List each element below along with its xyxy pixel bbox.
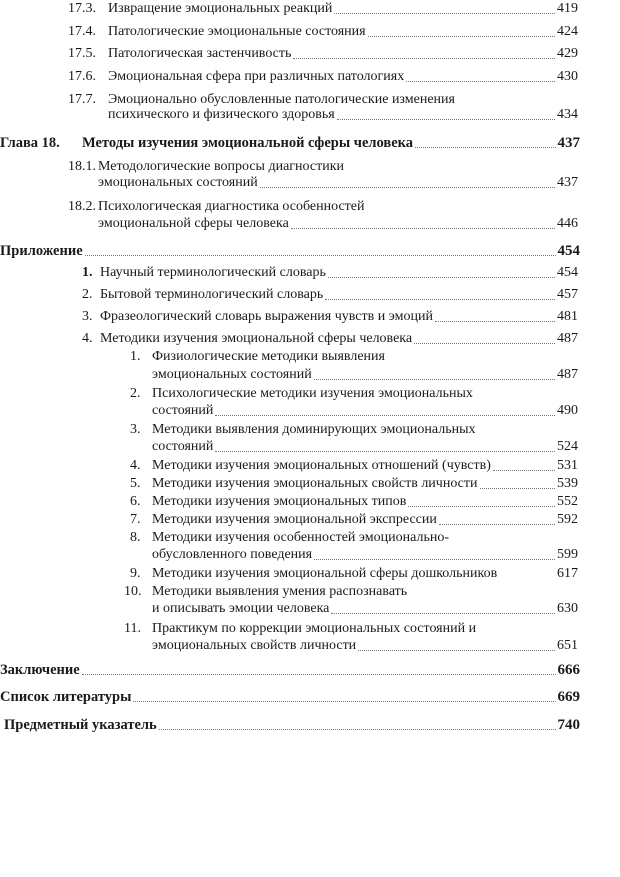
leader-dots [408, 506, 555, 507]
leader-dots [493, 470, 555, 471]
method-title: Методики выявления умения распознавать [152, 584, 408, 599]
page-number: 457 [557, 287, 578, 302]
toc-method-8-line1[interactable] [130, 529, 449, 547]
toc-appendix-item-1[interactable] [82, 264, 578, 282]
page-number: 430 [557, 69, 578, 84]
leader-dots [337, 119, 555, 120]
toc-method-1-line1[interactable] [130, 348, 385, 366]
page-number: 454 [557, 265, 578, 280]
method-title-cont: обусловленного поведения [152, 547, 313, 562]
page-number: 487 [557, 331, 578, 346]
item-title: Научный терминологический словарь [100, 265, 326, 280]
page-number: 531 [557, 458, 578, 473]
leader-dots [314, 559, 555, 560]
page-number: 437 [557, 175, 578, 190]
toc-method-3-line2[interactable] [152, 438, 578, 456]
toc-subject-index[interactable] [4, 716, 580, 734]
page-number: 490 [557, 403, 578, 418]
leader-dots [159, 729, 556, 730]
section-number: 17.5. [68, 46, 96, 61]
method-number: 9. [130, 566, 141, 581]
toc-method-11-line2[interactable] [152, 637, 578, 655]
toc-appendix-item-3[interactable] [82, 308, 578, 326]
page-number: 552 [557, 494, 578, 509]
page-number: 740 [557, 717, 580, 733]
method-number: 10. [124, 584, 142, 599]
leader-dots [133, 701, 555, 702]
leader-dots [82, 674, 556, 675]
method-title: Методики изучения эмоциональной сферы дошкольников [152, 566, 498, 581]
method-number: 3. [130, 422, 141, 437]
page-number: 592 [557, 512, 578, 527]
page-number: 487 [557, 367, 578, 382]
leader-dots [85, 255, 556, 256]
method-number: 5. [130, 476, 141, 491]
page-number: 437 [557, 135, 580, 151]
section-title: Патологические эмоциональные состояния [108, 24, 366, 39]
chapter-label: Глава 18. [0, 135, 60, 151]
section-number: 17.4. [68, 24, 96, 39]
page-number: 424 [557, 24, 578, 39]
page-number: 429 [557, 46, 578, 61]
method-number: 11. [124, 621, 141, 636]
page-number: 651 [557, 638, 578, 653]
section-title-cont: эмоциональных состояний [98, 175, 258, 190]
leader-dots [325, 299, 555, 300]
leader-dots [368, 36, 555, 37]
page-number: 669 [557, 689, 580, 705]
section-number: 17.6. [68, 69, 96, 84]
leader-dots [328, 277, 555, 278]
item-title: Методики изучения эмоциональной сферы человека [100, 331, 413, 346]
toc-appendix[interactable] [0, 242, 580, 260]
toc-method-6[interactable] [130, 493, 578, 511]
appendix-title: Приложение [0, 243, 83, 259]
toc-entry-17-4[interactable] [68, 23, 578, 41]
page-number: 454 [557, 243, 580, 259]
toc-bibliography[interactable] [0, 688, 580, 706]
page-number: 599 [557, 547, 578, 562]
item-number: 4. [82, 331, 93, 346]
toc-entry-17-7-line2[interactable] [108, 106, 578, 124]
leader-dots [215, 415, 555, 416]
method-number: 8. [130, 530, 141, 545]
page-number: 539 [557, 476, 578, 491]
page-number: 524 [557, 439, 578, 454]
page-number: 481 [557, 309, 578, 324]
method-title: Методики изучения эмоциональной экспрессии [152, 512, 437, 527]
section-title: Эмоциональная сфера при различных патологиях [108, 69, 405, 84]
method-title: Методики изучения эмоциональных отношений (чувств) [152, 458, 491, 473]
leader-dots [415, 147, 555, 148]
method-number: 1. [130, 349, 141, 364]
method-title-cont: и описывать эмоции человека [152, 601, 330, 616]
leader-dots [314, 379, 555, 380]
item-title: Фразеологический словарь выражения чувств и эмоций [100, 309, 433, 324]
section-title: Патологическая застенчивость [108, 46, 292, 61]
section-title-cont: эмоциональной сферы человека [98, 216, 289, 231]
toc-method-9[interactable] [130, 565, 578, 583]
section-number: 18.1. [68, 159, 96, 174]
method-title-cont: состояний [152, 403, 214, 418]
method-number: 6. [130, 494, 141, 509]
method-title: Психологические методики изучения эмоциональных [152, 386, 473, 401]
leader-dots [293, 58, 555, 59]
section-number: 17.3. [68, 1, 96, 16]
section-number: 18.2. [68, 199, 96, 214]
page-number: 419 [557, 1, 578, 16]
toc-method-2-line1[interactable] [130, 385, 473, 403]
method-title: Методики изучения эмоциональных свойств личности [152, 476, 478, 491]
method-number: 2. [130, 386, 141, 401]
toc-method-5[interactable] [130, 475, 578, 493]
section-number: 17.7. [68, 92, 96, 107]
method-title: Практикум по коррекции эмоциональных состояний и [152, 621, 477, 636]
toc-method-11-line1[interactable] [124, 620, 476, 638]
method-title: Методики изучения особенностей эмоционально- [152, 530, 449, 545]
toc-entry-17-5[interactable] [68, 45, 578, 63]
page-number: 434 [557, 107, 578, 122]
toc-entry-17-6[interactable] [68, 68, 578, 86]
toc-method-3-line1[interactable] [130, 421, 476, 439]
method-number: 7. [130, 512, 141, 527]
leader-dots [480, 488, 556, 489]
page-number: 666 [557, 662, 580, 678]
leader-dots [331, 613, 555, 614]
toc-method-8-line2[interactable] [152, 546, 578, 564]
back-matter-title: Заключение [0, 662, 80, 678]
page-number: 630 [557, 601, 578, 616]
toc-appendix-item-4[interactable] [82, 330, 578, 348]
back-matter-title: Список литературы [0, 689, 132, 705]
method-title-cont: эмоциональных свойств личности [152, 638, 357, 653]
section-title: Психологическая диагностика особенностей [98, 199, 365, 214]
toc-method-4[interactable] [130, 457, 578, 475]
toc-entry-17-3[interactable] [68, 0, 578, 18]
leader-dots [291, 228, 555, 229]
toc-entry-18-1-line2[interactable] [98, 174, 578, 192]
toc-entry-18-2-line1[interactable] [68, 198, 365, 216]
method-title-cont: эмоциональных состояний [152, 367, 312, 382]
leader-dots [260, 187, 555, 188]
toc-method-10-line1[interactable] [124, 583, 407, 601]
leader-dots [215, 451, 555, 452]
toc-method-7[interactable] [130, 511, 578, 529]
leader-dots [358, 650, 555, 651]
page-number: 446 [557, 216, 578, 231]
method-number: 4. [130, 458, 141, 473]
leader-dots [414, 343, 555, 344]
toc-conclusion[interactable] [0, 661, 580, 679]
toc-chapter-18[interactable] [0, 134, 580, 152]
toc-method-10-line2[interactable] [152, 600, 578, 618]
item-number: 1. [82, 265, 93, 280]
leader-dots [435, 321, 555, 322]
back-matter-title: Предметный указатель [4, 717, 157, 733]
method-title: Методики изучения эмоциональных типов [152, 494, 407, 509]
method-title: Физиологические методики выявления [152, 349, 385, 364]
item-number: 2. [82, 287, 93, 302]
leader-dots [406, 81, 555, 82]
leader-dots [439, 524, 555, 525]
toc-appendix-item-2[interactable] [82, 286, 578, 304]
page-number: 617 [557, 566, 578, 581]
toc-method-1-line2[interactable] [152, 366, 578, 384]
toc-method-2-line2[interactable] [152, 402, 578, 420]
method-title-cont: состояний [152, 439, 214, 454]
chapter-title: Методы изучения эмоциональной сферы человека [82, 135, 414, 151]
section-title: Эмоционально обусловленные патологические изменения [108, 92, 455, 107]
item-number: 3. [82, 309, 93, 324]
leader-dots [334, 13, 555, 14]
toc-entry-18-2-line2[interactable] [98, 215, 578, 233]
section-title: Методологические вопросы диагностики [98, 159, 344, 174]
section-title: Извращение эмоциональных реакций [108, 1, 333, 16]
method-title: Методики выявления доминирующих эмоциональных [152, 422, 476, 437]
section-title-cont: психического и физического здоровья [108, 107, 335, 122]
item-title: Бытовой терминологический словарь [100, 287, 324, 302]
